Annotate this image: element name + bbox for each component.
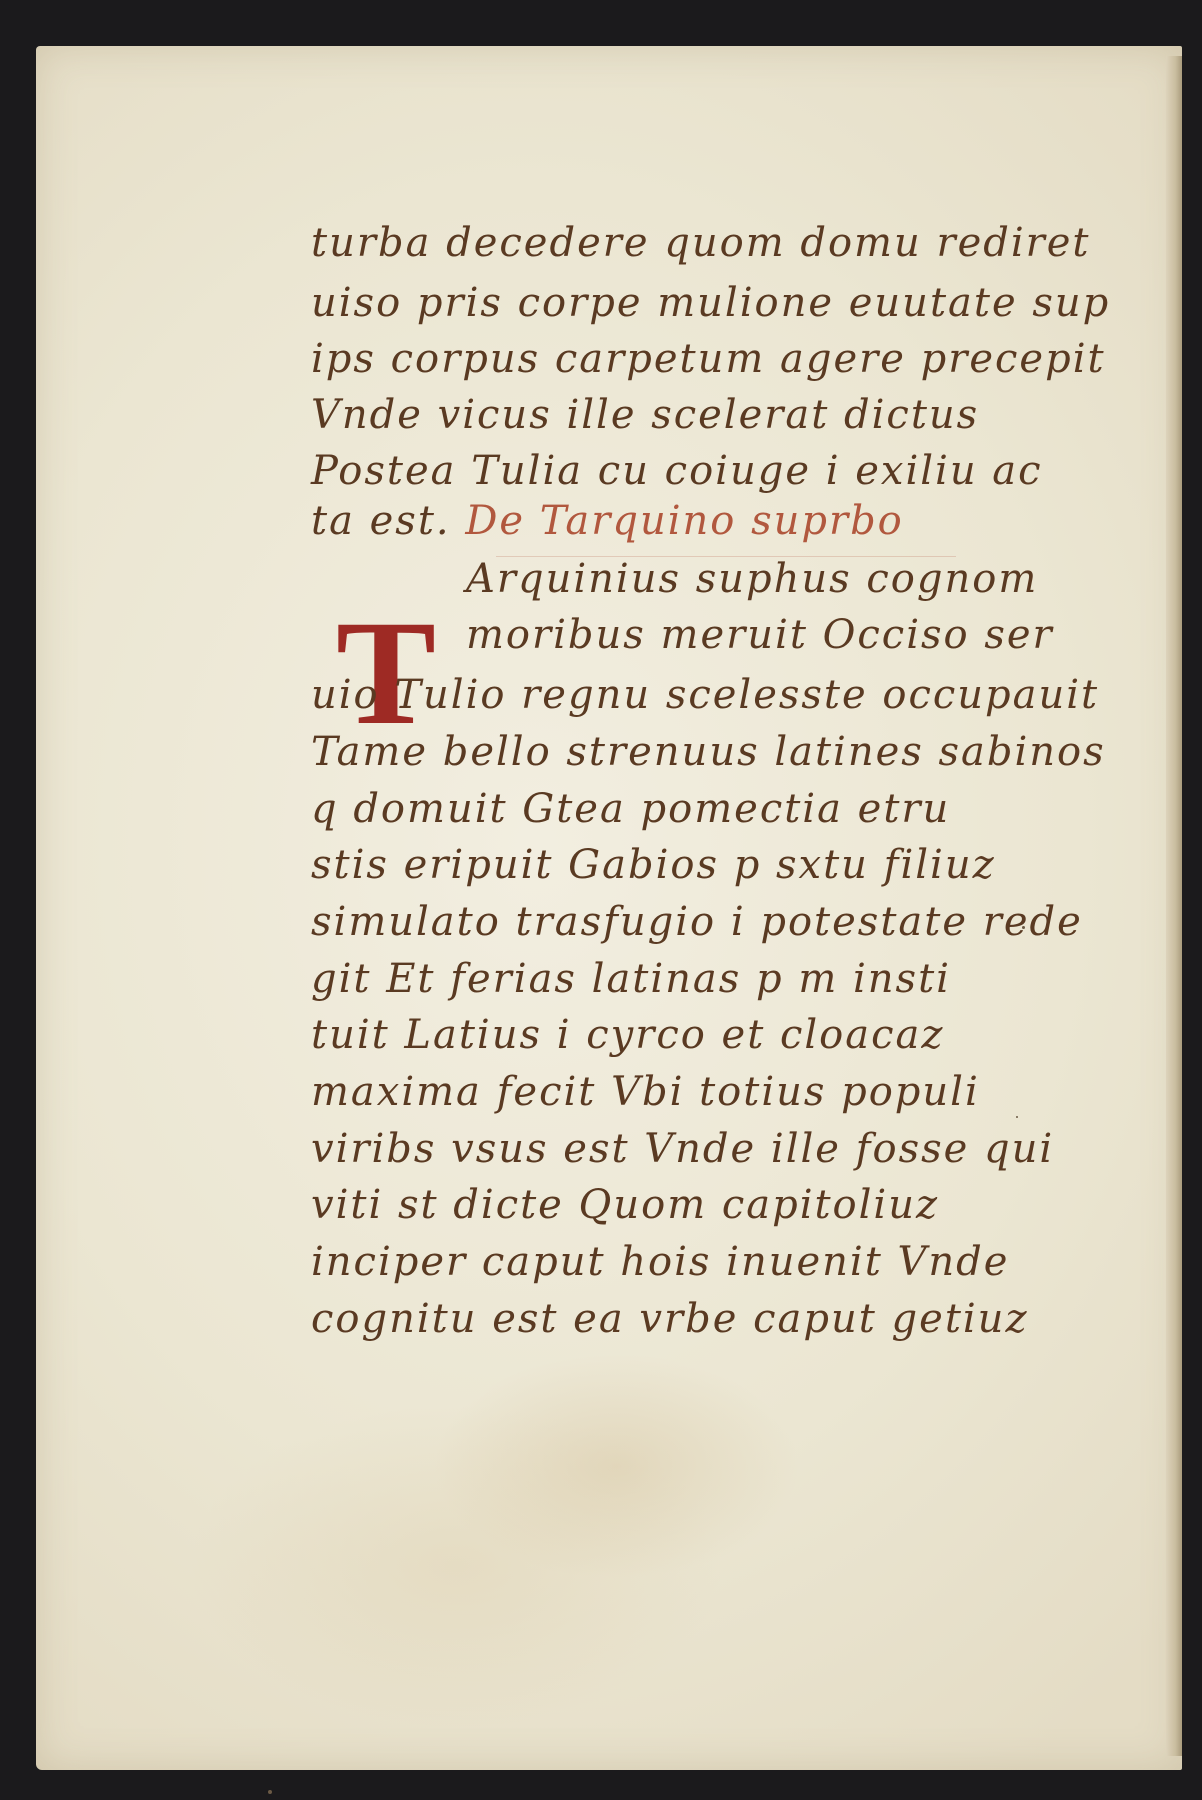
text-line: turba decedere quom domu rediret xyxy=(311,220,1091,266)
manuscript-page xyxy=(36,46,1182,1770)
heading-line xyxy=(311,498,904,544)
text-line: stis eripuit Gabios p sxtu filiuz xyxy=(311,842,996,888)
text-line: tuit Latius i cyrco et cloacaz xyxy=(311,1012,945,1058)
manuscript-text xyxy=(36,46,1182,1770)
text-line: q domuit Gtea pomectia etru xyxy=(311,786,951,832)
text-line: cognitu est ea vrbe caput getiuz xyxy=(311,1296,1029,1342)
text-line: maxima fecit Vbi totius populi xyxy=(311,1069,980,1115)
text-line: uiso pris corpe mulione euutate sup xyxy=(311,280,1111,326)
text-line: git Et ferias latinas p m insti xyxy=(311,956,951,1002)
text-line: viribs vsus est Vnde ille fosse qui xyxy=(311,1126,1055,1172)
text-line: Tame bello strenuus latines sabinos xyxy=(311,729,1106,775)
text-line: simulato trasfugio i potestate rede xyxy=(311,899,1083,945)
decorated-initial: T xyxy=(336,590,437,756)
text-line: moribus meruit Occiso ser xyxy=(466,612,1054,658)
text-line: Arquinius suphus cognom xyxy=(466,556,1039,602)
text-line: Postea Tulia cu coiuge i exiliu ac xyxy=(311,448,1043,494)
text-line: inciper caput hois inuenit Vnde xyxy=(311,1239,1010,1285)
text-line: viti st dicte Quom capitoliuz xyxy=(311,1182,940,1228)
heading-line-prefix: ta est. xyxy=(311,498,451,544)
text-line: ips corpus carpetum agere precepit xyxy=(311,336,1106,382)
text-line: Vnde vicus ille scelerat dictus xyxy=(311,392,980,438)
text-line: uio Tulio regnu scelesste occupauit xyxy=(311,672,1100,718)
ink-speck xyxy=(268,1790,272,1794)
rubric-heading: De Tarquino suprbo xyxy=(465,498,904,544)
